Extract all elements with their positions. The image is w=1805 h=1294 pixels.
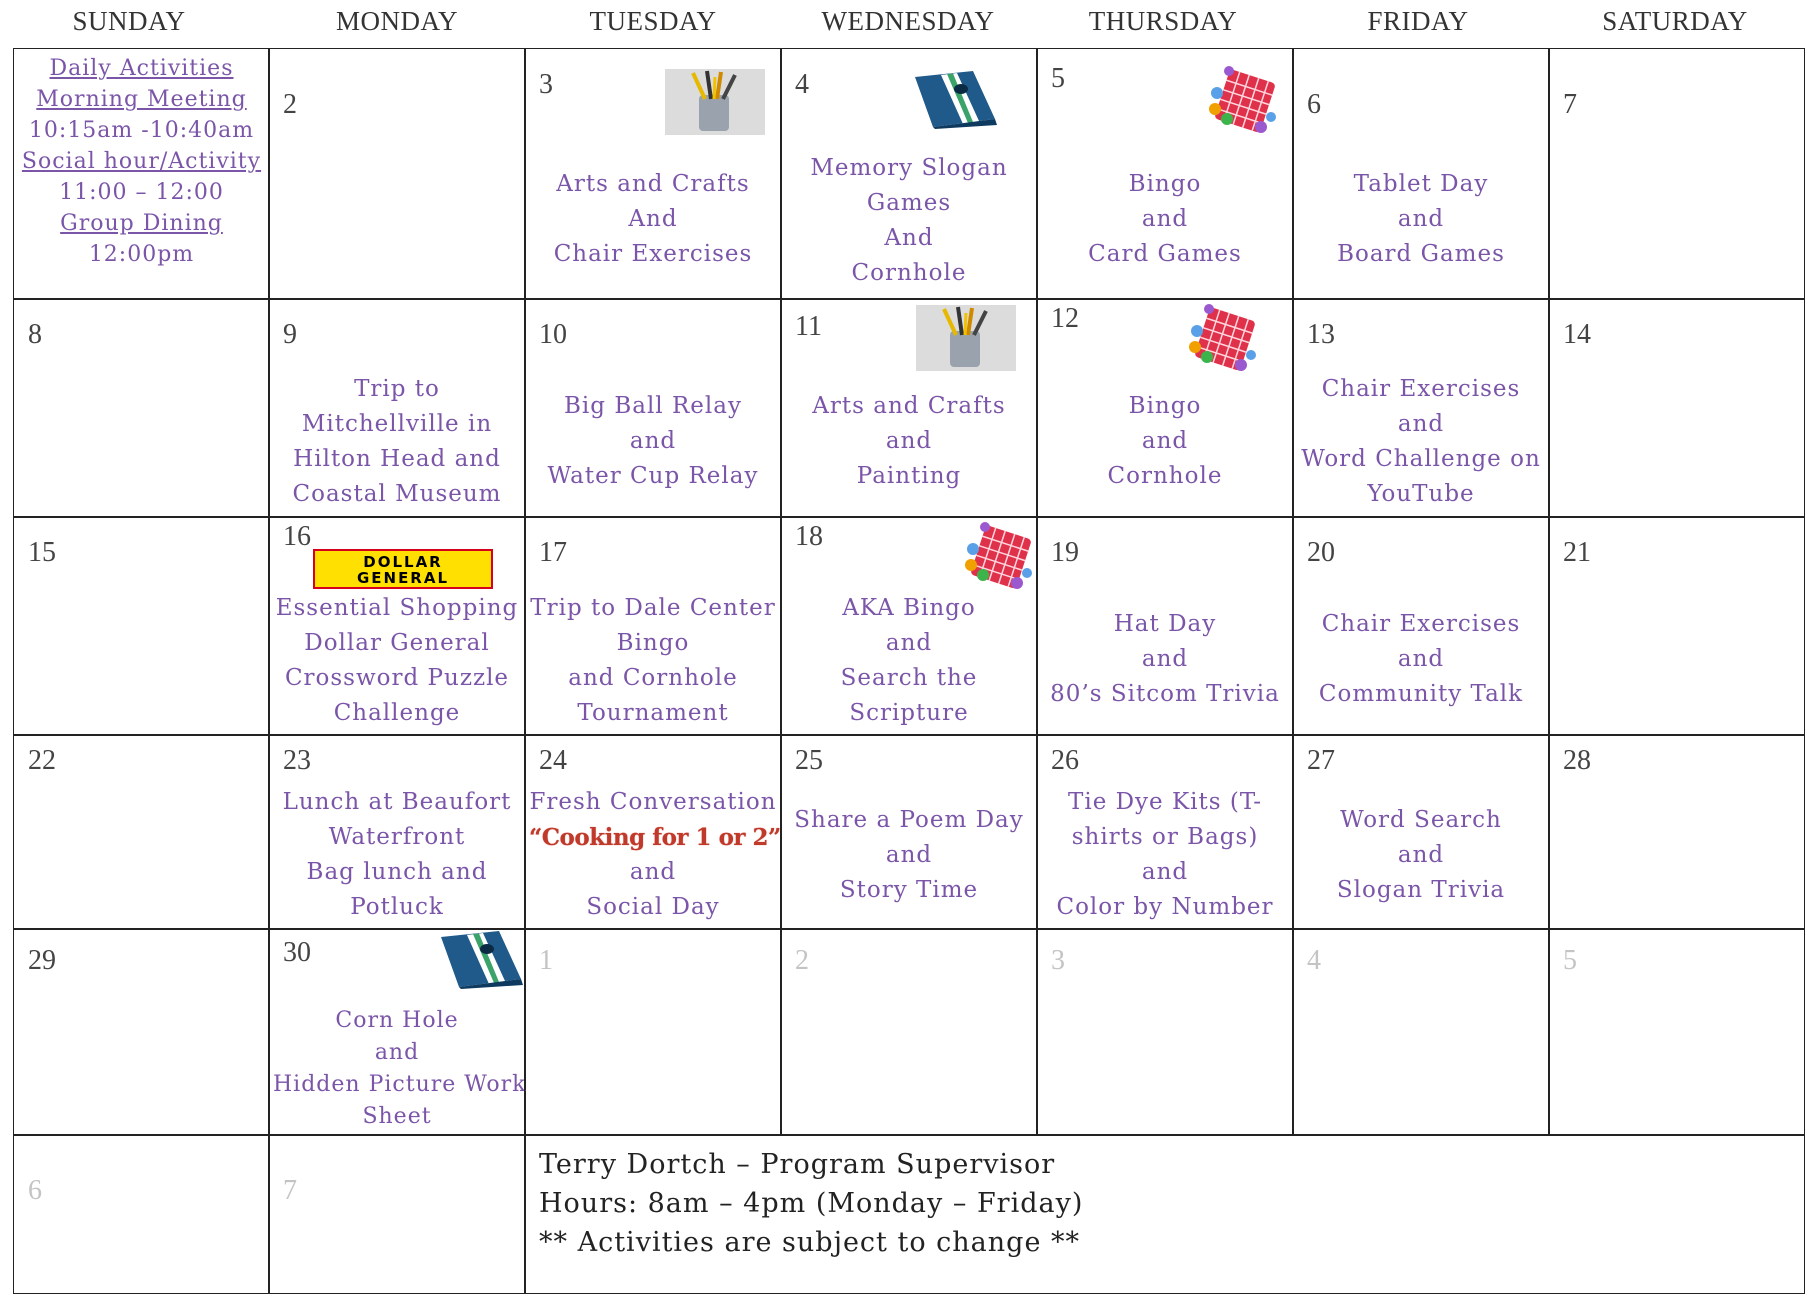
day-cell-20 bbox=[1292, 516, 1550, 736]
day-cell-11 bbox=[780, 298, 1038, 518]
day-cell-23 bbox=[268, 734, 526, 930]
daily-activities-link[interactable]: Daily Activities bbox=[49, 56, 234, 81]
day-cell-5 bbox=[1036, 48, 1294, 300]
paintbrush-jar-icon bbox=[916, 305, 1016, 371]
supervisor-text: Terry Dortch – Program Supervisor bbox=[539, 1149, 1056, 1180]
day-number: 20 bbox=[1307, 537, 1335, 568]
weekday-thursday: THURSDAY bbox=[1088, 6, 1238, 36]
day-number: 16 bbox=[283, 521, 311, 552]
day-number: 3 bbox=[539, 69, 553, 100]
disclaimer-text: ** Activities are subject to change ** bbox=[539, 1227, 1081, 1258]
day-cell-27 bbox=[1292, 734, 1550, 930]
day-number: 11 bbox=[795, 311, 822, 342]
cooking-highlight: “Cooking for 1 or 2” bbox=[529, 824, 781, 851]
day-cell-12 bbox=[1036, 298, 1294, 518]
activity-text: Share a Poem Day and Story Time bbox=[794, 807, 1024, 903]
activity-text: Memory Slogan Games And Cornhole bbox=[810, 155, 1008, 286]
day-number: 23 bbox=[283, 745, 311, 776]
day-cell-13 bbox=[1292, 298, 1550, 518]
group-dining-link[interactable]: Group Dining bbox=[60, 211, 223, 236]
day-number: 3 bbox=[1051, 945, 1065, 976]
social-hour-link[interactable]: Social hour/Activity bbox=[21, 149, 262, 174]
day-number: 5 bbox=[1051, 63, 1065, 94]
weekday-friday: FRIDAY bbox=[1367, 6, 1469, 36]
weekday-tuesday: TUESDAY bbox=[589, 6, 717, 36]
day-number: 25 bbox=[795, 745, 823, 776]
program-info bbox=[539, 1145, 1083, 1262]
activity-text: Tablet Day and Board Games bbox=[1337, 171, 1505, 267]
day-number: 10 bbox=[539, 319, 567, 350]
activity-text: Chair Exercises and Community Talk bbox=[1318, 611, 1524, 707]
next-month-cell-6 bbox=[13, 1134, 270, 1294]
day-number: 18 bbox=[795, 521, 823, 552]
day-cell-2 bbox=[268, 48, 526, 300]
next-month-cell-5 bbox=[1548, 928, 1805, 1136]
weekday-monday: MONDAY bbox=[335, 6, 459, 36]
day-cell-18 bbox=[780, 516, 1038, 736]
day-cell-9 bbox=[268, 298, 526, 518]
day-cell-24 bbox=[524, 734, 782, 930]
day-number: 29 bbox=[28, 945, 56, 976]
day-cell-22 bbox=[13, 734, 270, 930]
day-number: 30 bbox=[283, 937, 311, 968]
cornhole-board-icon bbox=[437, 929, 523, 989]
day-cell-15 bbox=[13, 516, 270, 736]
paintbrush-jar-icon bbox=[665, 69, 765, 135]
day-number: 24 bbox=[539, 745, 567, 776]
day-number: 14 bbox=[1563, 319, 1591, 350]
next-month-cell-1 bbox=[524, 928, 782, 1136]
day-number: 7 bbox=[283, 1175, 297, 1206]
group-dining-time: 12:00pm bbox=[88, 242, 195, 267]
daily-activities-cell bbox=[13, 48, 270, 300]
day-number: 28 bbox=[1563, 745, 1591, 776]
day-cell-21 bbox=[1548, 516, 1805, 736]
bingo-card-icon bbox=[1207, 63, 1279, 135]
day-number: 2 bbox=[795, 945, 809, 976]
weekday-saturday: SATURDAY bbox=[1602, 6, 1748, 36]
day-cell-14 bbox=[1548, 298, 1805, 518]
day-number: 21 bbox=[1563, 537, 1591, 568]
dollar-general-logo: DOLLAR GENERAL bbox=[313, 549, 493, 589]
activity-text: Essential Shopping Dollar General Crossword Puzzle Challenge bbox=[275, 595, 519, 726]
day-cell-10 bbox=[524, 298, 782, 518]
activity-text: Bingo and Cornhole bbox=[1107, 393, 1223, 489]
day-cell-30 bbox=[268, 928, 526, 1136]
day-cell-28 bbox=[1548, 734, 1805, 930]
activity-text: Chair Exercises and Word Challenge on YouTube bbox=[1301, 376, 1541, 507]
day-number: 4 bbox=[795, 69, 809, 100]
day-number: 4 bbox=[1307, 945, 1321, 976]
activity-text: Hat Day and 80’s Sitcom Trivia bbox=[1050, 611, 1280, 707]
activity-text: Arts and Crafts and Painting bbox=[812, 393, 1006, 489]
day-cell-26 bbox=[1036, 734, 1294, 930]
activity-text: Tie Dye Kits (T- shirts or Bags) and Color by Number bbox=[1056, 789, 1274, 920]
social-hour-time: 11:00 – 12:00 bbox=[59, 180, 224, 205]
day-cell-17 bbox=[524, 516, 782, 736]
activity-text: Trip to Dale Center Bingo and Cornhole Tournament bbox=[530, 595, 776, 726]
weekday-header bbox=[0, 0, 1805, 48]
day-cell-16 bbox=[268, 516, 526, 736]
day-number: 19 bbox=[1051, 537, 1079, 568]
day-cell-8 bbox=[13, 298, 270, 518]
activity-text: Big Ball Relay and Water Cup Relay bbox=[547, 393, 759, 489]
day-number: 12 bbox=[1051, 303, 1079, 334]
day-number: 7 bbox=[1563, 89, 1577, 120]
daily-activities bbox=[18, 53, 265, 270]
morning-meeting-link[interactable]: Morning Meeting bbox=[36, 87, 247, 112]
day-number: 17 bbox=[539, 537, 567, 568]
bingo-card-icon bbox=[963, 519, 1035, 591]
day-cell-6 bbox=[1292, 48, 1550, 300]
bingo-card-icon bbox=[1187, 301, 1259, 373]
activity-text: Bingo and Card Games bbox=[1088, 171, 1242, 267]
day-cell-25 bbox=[780, 734, 1038, 930]
day-cell-29 bbox=[13, 928, 270, 1136]
day-number: 5 bbox=[1563, 945, 1577, 976]
day-number: 8 bbox=[28, 319, 42, 350]
activity-text: Arts and Crafts And Chair Exercises bbox=[553, 171, 753, 267]
activity-text: Word Search and Slogan Trivia bbox=[1336, 807, 1506, 903]
weekday-wednesday: WEDNESDAY bbox=[821, 6, 995, 36]
calendar-grid bbox=[13, 48, 1805, 1282]
day-number: 26 bbox=[1051, 745, 1079, 776]
day-number: 13 bbox=[1307, 319, 1335, 350]
day-number: 1 bbox=[539, 945, 553, 976]
morning-meeting-time: 10:15am -10:40am bbox=[28, 118, 255, 143]
program-info-cell bbox=[524, 1134, 1805, 1294]
day-number: 15 bbox=[28, 537, 56, 568]
next-month-cell-2 bbox=[780, 928, 1038, 1136]
day-cell-7 bbox=[1548, 48, 1805, 300]
cornhole-board-icon bbox=[911, 69, 997, 129]
hours-text: Hours: 8am – 4pm (Monday – Friday) bbox=[539, 1188, 1084, 1219]
activity-text: Fresh Conversation “Cooking for 1 or 2” and Social Day bbox=[529, 789, 781, 920]
next-month-cell-3 bbox=[1036, 928, 1294, 1136]
activity-text: Lunch at Beaufort Waterfront Bag lunch and Potluck bbox=[282, 789, 512, 920]
activity-text: AKA Bingo and Search the Scripture bbox=[840, 595, 978, 726]
day-number: 6 bbox=[28, 1175, 42, 1206]
next-month-cell-7 bbox=[268, 1134, 526, 1294]
activity-text: Corn Hole and Hidden Picture Work Sheet bbox=[273, 1008, 527, 1129]
activity-text: Trip to Mitchellville in Hilton Head and Coastal Museum bbox=[292, 376, 502, 507]
day-cell-3 bbox=[524, 48, 782, 300]
day-number: 6 bbox=[1307, 89, 1321, 120]
day-cell-4 bbox=[780, 48, 1038, 300]
day-cell-19 bbox=[1036, 516, 1294, 736]
day-number: 9 bbox=[283, 319, 297, 350]
day-number: 2 bbox=[283, 89, 297, 120]
next-month-cell-4 bbox=[1292, 928, 1550, 1136]
day-number: 27 bbox=[1307, 745, 1335, 776]
day-number: 22 bbox=[28, 745, 56, 776]
weekday-sunday: SUNDAY bbox=[72, 6, 186, 36]
